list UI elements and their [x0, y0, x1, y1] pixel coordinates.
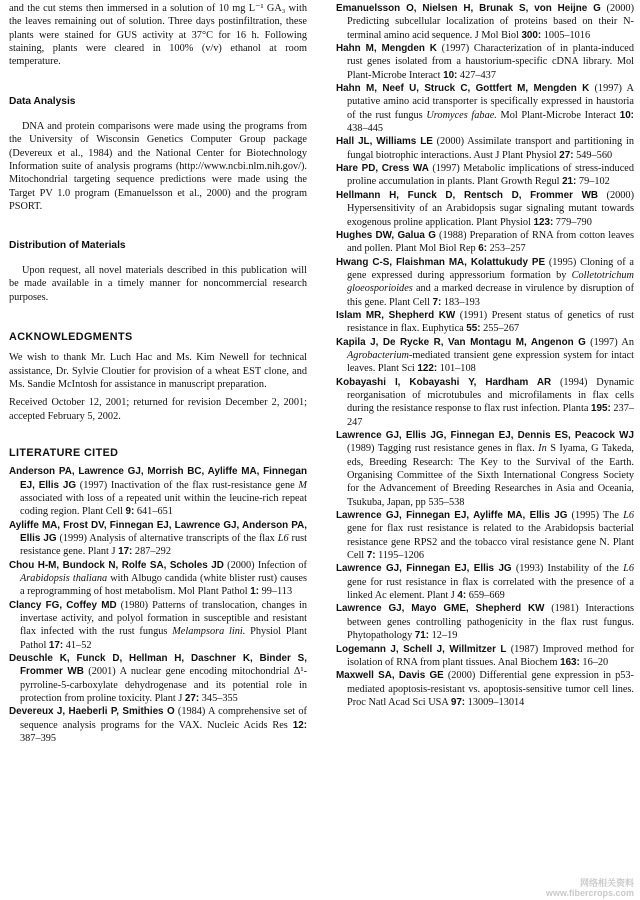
- reference-text-cont: -mediated transient gene expression system for intact leaves. Plant Sci: [347, 349, 634, 375]
- reference-authors: Lawrence GJ, Finnegan EJ, Ellis JG: [336, 563, 512, 575]
- watermark-chinese-text: 网络相关资料: [579, 878, 634, 888]
- reference-volume: 195:: [591, 403, 611, 415]
- reference-pages: 1195–1206: [375, 550, 425, 562]
- reference-volume: 12:: [292, 719, 307, 731]
- received-dates: Received October 12, 2001; returned for revision December 2, 2001; accepted February 5, 2002.: [9, 397, 307, 422]
- reference-entry: [9, 599, 307, 652]
- acknowledgments-heading: ACKNOWLEDGMENTS: [9, 330, 133, 343]
- reference-authors: Hare PD, Cress WA: [336, 163, 429, 175]
- reference-authors: Hwang C-S, Flaishman MA, Kolattukudy PE: [336, 256, 546, 268]
- reference-entry: [336, 189, 634, 229]
- reference-list-left: [9, 465, 307, 745]
- reference-text: (2001) A nuclear gene encoding mitochondrial Δ¹-pyrroline-5-carboxylate dehydrogenase and its potential role in protection from proline toxicity. Plant J: [20, 666, 307, 705]
- reference-text: (1999) Analysis of alternative transcripts of the flax: [56, 532, 278, 544]
- reference-pages: 287–292: [132, 546, 171, 558]
- reference-volume: 7:: [432, 296, 442, 308]
- reference-text: (1995) Cloning of a gene expressed during appressorium formation by: [347, 256, 634, 281]
- reference-pages: 779–790: [553, 216, 592, 228]
- right-column: [336, 2, 634, 709]
- reference-text-cont: rust resistance gene. Plant J: [20, 532, 307, 558]
- reference-entry: [9, 705, 307, 745]
- reference-italic: M: [298, 479, 307, 491]
- reference-text: (1997) Inactivation of the flax rust-resistance gene: [76, 479, 299, 491]
- reference-volume: 122:: [417, 363, 438, 375]
- reference-text-cont: Mol Plant-Microbe Interact: [496, 109, 620, 121]
- reference-volume: 6:: [478, 243, 488, 255]
- watermark-url: www.fibercrops.com: [545, 888, 634, 898]
- reference-volume: 9:: [125, 506, 135, 518]
- reference-entry: [336, 643, 634, 670]
- reference-entry: [9, 465, 307, 518]
- reference-pages: 427–437: [457, 69, 496, 81]
- reference-authors: Logemann J, Schell J, Willmitzer L: [336, 643, 507, 655]
- reference-authors: Lawrence GJ, Ellis JG, Finnegan EJ, Dennis ES, Peacock WJ: [336, 430, 634, 441]
- reference-text-cont: gene for flax rust resistance is related to the Arabidopsis bacterial resistance gene RPS2 and the tobacco viral resistance gene N. Plant Cell: [347, 523, 634, 562]
- reference-pages: 387–395: [20, 733, 57, 745]
- reference-authors: Hellmann H, Funck D, Rentsch D, Frommer WB: [336, 189, 599, 201]
- reference-volume: 17:: [48, 639, 64, 651]
- distribution-heading: Distribution of Materials: [9, 240, 126, 252]
- reference-entry: [336, 82, 634, 135]
- reference-authors: Lawrence GJ, Finnegan EJ, Ayliffe MA, Ellis JG: [336, 510, 568, 522]
- reference-text-cont: and a marked decrease in virulence by disruption of this gene. Plant Cell: [347, 283, 634, 308]
- reference-italic: Arabidopsis thaliana: [20, 573, 108, 584]
- reference-volume: 21:: [562, 176, 577, 188]
- reference-entry: [336, 229, 634, 256]
- reference-text: (1987) Improved method for isolation of RNA from plant tissues. Anal Biochem: [347, 643, 634, 668]
- reference-text-cont: S Iyama, G Takeda, eds, Breeding Research: The Key to the Survival of the Earth. Organising Committee of the Sixth International Congress Society for the Advancement of Breeding Researches in Asia and Oceania, Tsukuba, Japan, pp 535–538: [347, 443, 634, 508]
- reference-italic: L6: [277, 532, 289, 544]
- reference-pages: 183–193: [441, 296, 480, 308]
- reference-volume: 27:: [559, 149, 574, 161]
- reference-authors: Chou H-M, Bundock N, Rolfe SA, Scholes JD: [9, 559, 224, 571]
- reference-authors: Hahn M, Mengden K: [336, 43, 437, 55]
- reference-authors: Kobayashi I, Kobayashi Y, Hardham AR: [336, 376, 552, 388]
- reference-authors: Deuschle K, Funck D, Hellman H, Daschner K, Binder S, Frommer WB: [9, 653, 307, 678]
- reference-pages: 41–52: [63, 639, 92, 651]
- reference-volume: 71:: [414, 630, 430, 642]
- reference-authors: Islam MR, Shepherd KW: [336, 309, 456, 321]
- reference-volume: 123:: [533, 216, 554, 228]
- reference-entry: [336, 669, 634, 709]
- reference-text: (1989) Tagging rust resistance genes in flax.: [347, 443, 539, 455]
- reference-entry: [336, 376, 634, 429]
- distribution-paragraph: Upon request, all novel materials described in this publication will be made available in a timely manner for noncommercial research purposes.: [9, 264, 307, 303]
- reference-text: (1995) The: [567, 510, 624, 522]
- reference-entry: [336, 509, 634, 562]
- reference-text: (2000) Differential gene expression in p53-mediated apoptosis-resistant vs. apoptosis-sensitive tumor cell lines. Proc Natl Acad Sci USA: [347, 670, 634, 708]
- reference-entry: [336, 336, 634, 376]
- reference-entry: [336, 162, 634, 189]
- reference-pages: 99–113: [259, 586, 293, 598]
- reference-pages: 345–355: [199, 693, 238, 705]
- literature-cited-heading: LITERATURE CITED: [9, 446, 119, 459]
- methods-continuation-paragraph: and the cut stems then immersed in a solution of 10 mg L⁻¹ GA₃ with the leaves remaining out of solution. Three days postinfiltration, these plants were stained for GUS activity at 37°C for 16 h. Following staining, plants were cleared in 100% (v/v) ethanol at room temperature.: [9, 3, 307, 68]
- reference-text: (2000) Assimilate transport and partitioning in fungal biotrophic interactions. Aust J Plant Physiol: [347, 136, 635, 161]
- reference-pages: 79–102: [576, 176, 610, 188]
- reference-entry: [336, 562, 634, 602]
- reference-text-cont: Physiol Plant Pathol: [20, 626, 307, 651]
- reference-volume: 300:: [521, 29, 542, 41]
- reference-pages: 549–560: [573, 149, 613, 161]
- reference-authors: Lawrence GJ, Mayo GME, Shepherd KW: [336, 603, 545, 615]
- reference-entry: [9, 519, 307, 559]
- reference-volume: 27:: [184, 693, 200, 705]
- reference-italic: Melampsora lini.: [172, 626, 246, 638]
- reference-italic: L6: [623, 510, 634, 522]
- reference-entry: [336, 309, 634, 336]
- reference-italic: Agrobacterium: [347, 349, 409, 361]
- reference-authors: Hughes DW, Galua G: [336, 229, 436, 241]
- reference-italic: Uromyces fabae.: [426, 109, 497, 121]
- reference-text-cont: associated with loss of a repeated unit within the leucine-rich repeat coding region. Plant Cell: [20, 492, 307, 518]
- reference-pages: 438–445: [347, 123, 384, 135]
- reference-volume: 10:: [619, 109, 634, 121]
- reference-pages: 12–19: [429, 630, 458, 642]
- reference-text: (1997) Metabolic implications of stress-induced proline accumulation in plants. Plant Growth Regul: [347, 163, 634, 188]
- reference-text: (1993) Instability of the: [511, 563, 624, 575]
- reference-pages: 255–267: [480, 323, 520, 335]
- reference-text: (1981) Interactions between genes controlling pathogenicity in the flax rust fungus. Phytopathology: [347, 603, 634, 642]
- reference-text: (1988) Preparation of RNA from cotton leaves and pollen. Plant Mol Biol Rep: [347, 229, 634, 255]
- reference-text-cont: with Albugo candida (white blister rust) causes a reprogramming of host metabolism. Mol Plant Pathol: [20, 573, 307, 598]
- reference-list-right: [336, 2, 634, 709]
- left-column: [9, 2, 307, 745]
- reference-volume: 55:: [466, 323, 481, 335]
- reference-pages: 16–20: [579, 656, 609, 668]
- reference-authors: Clancy FG, Coffey MD: [9, 599, 117, 611]
- reference-text: (2000) Infection of: [223, 559, 307, 571]
- reference-text: (1997) Characterization of in planta-induced rust genes isolated from a haustorium-specific cDNA library. Mol Plant-Microbe Interact: [347, 43, 634, 81]
- reference-text: (1997) An: [585, 336, 634, 348]
- reference-pages: 659–669: [466, 590, 505, 602]
- reference-entry: [9, 652, 307, 705]
- reference-volume: 163:: [560, 656, 580, 668]
- reference-italic: Colletotrichum gloeosporioides: [347, 269, 634, 295]
- reference-entry: [336, 602, 634, 642]
- reference-italic: In: [538, 443, 547, 455]
- reference-pages: 641–651: [134, 506, 173, 518]
- reference-volume: 97:: [450, 696, 466, 708]
- reference-pages: 101–108: [437, 363, 476, 375]
- reference-text: (1994) Dynamic reorganisation of microtubules and microfilaments in flax cells during the resistance response to flax rust infection. Planta: [347, 376, 635, 415]
- reference-authors: Hahn M, Neef U, Struck C, Gottfert M, Mengden K: [336, 83, 590, 95]
- reference-italic: L6: [623, 563, 634, 575]
- reference-entry: [336, 429, 634, 509]
- reference-volume: 1:: [250, 586, 260, 598]
- reference-authors: Ayliffe MA, Frost DV, Finnegan EJ, Lawrence GJ, Anderson PA, Ellis JG: [9, 519, 307, 544]
- reference-volume: 10:: [443, 69, 458, 81]
- reference-pages: 253–257: [487, 243, 526, 255]
- reference-text: (2000) Hypersensitivity of an Arabidopsis sugar signaling mutant towards exogenous proline application. Plant Physiol: [347, 189, 634, 228]
- reference-entry: [336, 135, 634, 162]
- reference-volume: 4:: [457, 590, 467, 602]
- reference-pages: 237–247: [347, 403, 634, 428]
- data-analysis-heading: Data Analysis: [9, 95, 76, 107]
- watermark: [546, 878, 634, 898]
- reference-authors: Hall JL, Williams LE: [336, 136, 433, 148]
- reference-pages: 1005–1016: [541, 29, 591, 41]
- reference-volume: 17:: [118, 546, 133, 558]
- reference-entry: [336, 42, 634, 82]
- reference-authors: Emanuelsson O, Nielsen H, Brunak S, von Heijne G: [336, 3, 601, 14]
- data-analysis-paragraph: DNA and protein comparisons were made using the programs from the University of Wisconsin Genetics Computer Group package (Devereux et al., 1984) and the National Center for Biotechnology Information suite of analysis programs (http://www.ncbi.nlm.nih.gov/). Mitochondrial targeting sequence predictions were made using the Target PV 1.0 program (Emanuelsson et al., 2000) and the program PSORT.: [9, 121, 307, 213]
- reference-text: (1984) A comprehensive set of sequence analysis programs for the VAX. Nucleic Acids Res: [20, 706, 307, 731]
- reference-entry: [9, 559, 307, 599]
- reference-text: (2000) Predicting subcellular localization of proteins based on their N-terminal amino acid sequence. J Mol Biol: [347, 3, 634, 41]
- reference-volume: 7:: [366, 550, 376, 562]
- reference-authors: Devereux J, Haeberli P, Smithies O: [9, 706, 175, 718]
- reference-authors: Maxwell SA, Davis GE: [336, 670, 444, 682]
- reference-entry: [336, 256, 634, 309]
- reference-authors: Kapila J, De Rycke R, Van Montagu M, Angenon G: [336, 336, 586, 348]
- reference-text: (1980) Patterns of translocation, changes in invertase activity, and polyol formation in susceptible and resistant flax infected with the rust fungus: [20, 599, 307, 638]
- reference-entry: [336, 2, 634, 42]
- reference-authors: Anderson PA, Lawrence GJ, Morrish BC, Ayliffe MA, Finnegan EJ, Ellis JG: [9, 466, 307, 491]
- reference-text: (1997) A putative amino acid transporter is specifically expressed in haustoria of the rust fungus: [347, 83, 634, 121]
- reference-text: (1991) Present status of genetics of rust resistance in flax. Euphytica: [347, 309, 634, 335]
- acknowledgments-paragraph: We wish to thank Mr. Luch Hac and Ms. Kim Newell for technical assistance, Dr. Sylvie Cloutier for provision of a wheat EST clone, and Ms. Sandie McIntosh for assistance in manuscript preparation.: [9, 352, 307, 390]
- reference-text-cont: gene for rust resistance in flax is correlated with the presence of a linked Ac element. Plant J: [347, 576, 634, 602]
- reference-pages: 13009–13014: [465, 696, 525, 708]
